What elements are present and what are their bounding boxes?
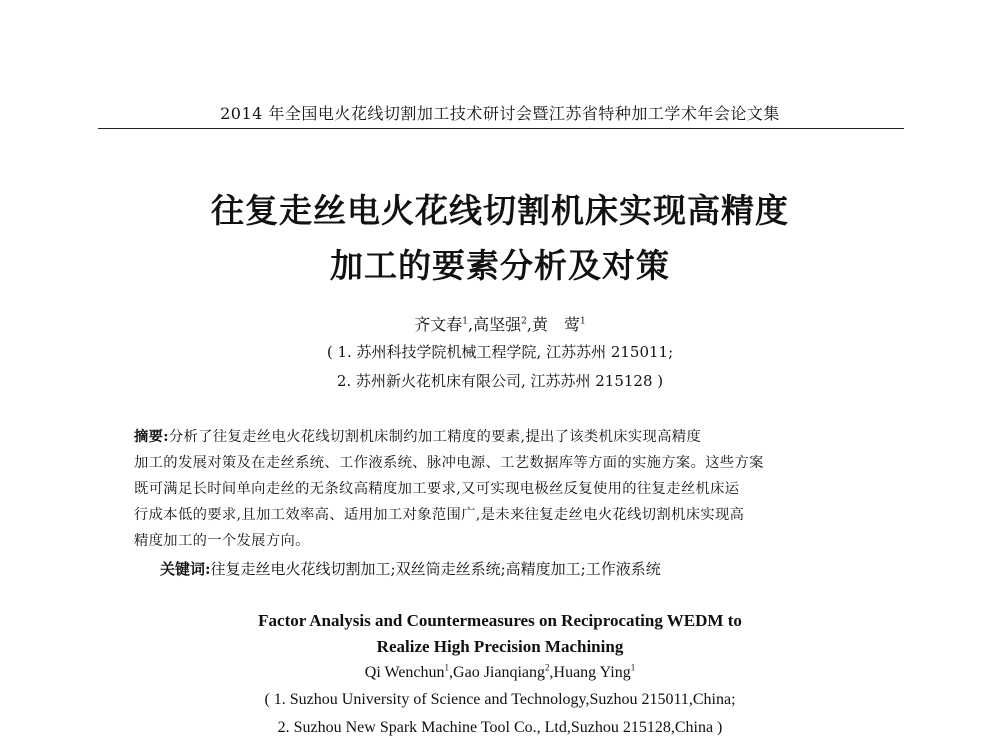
affiliation-cn-1: ( 1. 苏州科技学院机械工程学院, 江苏苏州 215011; [326,343,674,361]
paper-title-en-line-2: Realize High Precision Machining [376,637,624,656]
paper-title-cn-line-2: 加工的要素分析及对策 [330,246,670,285]
author-cn-3: 黄 莺 [531,315,580,334]
affiliation-cn-2: 2. 苏州新火花机床有限公司, 江苏苏州 215128 ) [336,372,664,390]
author-separator: , [526,315,532,334]
abstract-cn-line-3: 既可满足长时间单向走丝的无条纹高精度加工要求,又可实现电极丝反复使用的往复走丝机床运 [134,481,740,497]
keywords-label: 关键词: [160,560,211,578]
author-en-1-affil: 1 [444,662,450,673]
author-cn-1-affil: 1 [462,316,469,327]
abstract-cn-line-5: 精度加工的一个发展方向。 [134,533,310,549]
running-header: 2014 年全国电火花线切割加工技术研讨会暨江苏省特种加工学术年会论文集 [220,104,780,123]
affiliation-en-1: ( 1. Suzhou University of Science and Technology,Suzhou 215011,China; [264,691,736,708]
author-en-1: Qi Wenchun [364,664,445,681]
author-cn-1: 齐文春 [414,315,463,334]
affiliation-en-2: 2. Suzhou New Spark Machine Tool Co., Ltd,Suzhou 215128,China ) [277,719,723,736]
abstract-cn-line-2: 加工的发展对策及在走丝系统、工作液系统、脉冲电源、工艺数据库等方面的实施方案。这些方案 [134,455,764,471]
paper-title-cn-line-1: 往复走丝电火花线切割机床实现高精度 [211,191,789,230]
abstract-cn-line-4: 行成本低的要求,且加工效率高、适用加工对象范围广,是未来往复走丝电火花线切割机床实现高 [134,507,745,523]
author-en-2: ,Gao Jianqiang [449,664,546,681]
abstract-cn-line-1 [134,426,864,446]
keywords-cn [160,558,661,579]
author-cn-2: 高坚强 [473,315,522,334]
authors-en [0,664,1000,682]
paper-title-en-line-1: Factor Analysis and Countermeasures on Reciprocating WEDM to [258,611,742,630]
author-separator: , [468,315,474,334]
author-cn-2-affil: 2 [521,316,527,327]
authors-cn [0,312,1000,335]
author-en-3: ,Huang Ying [549,664,631,681]
abstract-label: 摘要: [134,429,169,445]
abstract-text: 分析了往复走丝电火花线切割机床制约加工精度的要素,提出了该类机床实现高精度 [168,429,702,445]
header-rule [98,128,904,129]
author-en-3-affil: 1 [630,662,636,673]
author-cn-3-affil: 1 [579,316,586,327]
keywords-text: 往复走丝电火花线切割加工;双丝筒走丝系统;高精度加工;工作液系统 [210,560,661,578]
author-en-2-affil: 2 [545,662,550,673]
